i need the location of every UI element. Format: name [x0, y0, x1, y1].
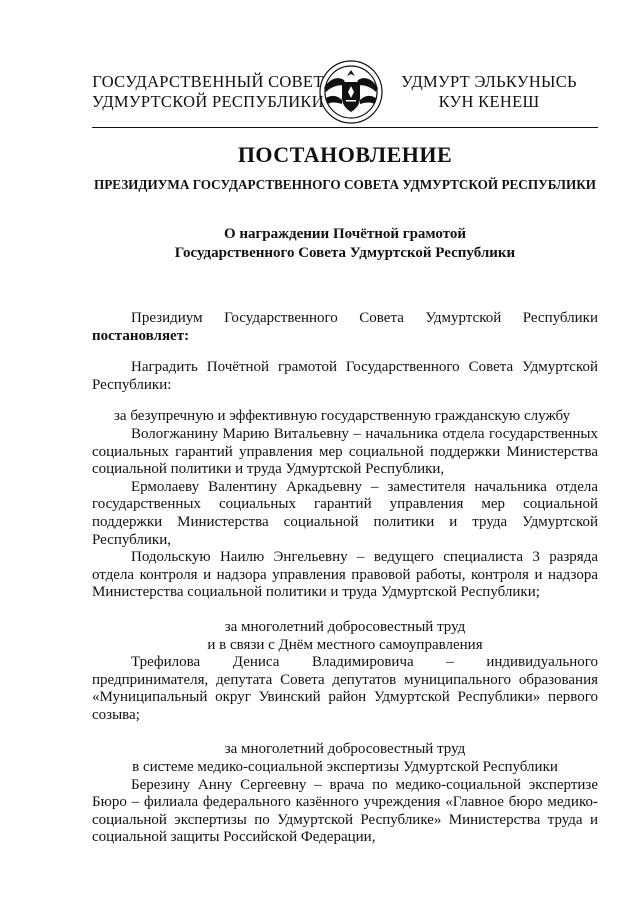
header-right-block	[396, 72, 582, 112]
header-divider	[92, 127, 598, 128]
section1-item: Вологжанину Марию Витальевну – начальника отдела государственных социальных гарантий управления мер социальной поддержки Министерства социальной политики и труда Удмуртской Республики,	[92, 425, 598, 478]
section2-heading-line2: и в связи с Днём местного самоуправления	[207, 636, 483, 653]
about-line2: Государственного Совета Удмуртской Республики	[174, 245, 516, 261]
section3-heading-line2: в системе медико-социальной экспертизы Удмуртской Республики	[132, 759, 558, 776]
document-subtitle: ПРЕЗИДИУМА ГОСУДАРСТВЕННОГО СОВЕТА УДМУРТСКОЙ РЕСПУБЛИКИ	[93, 177, 597, 192]
document-body	[92, 310, 598, 847]
header-left-block	[92, 72, 324, 112]
award-intro: Наградить Почётной грамотой Государственного Совета Удмуртской Республики:	[92, 359, 598, 393]
document-about	[92, 225, 598, 263]
preamble-line2: постановляет:	[92, 327, 190, 344]
preamble-line1: Президиум Государственного Совета Удмуртской Республики	[131, 310, 598, 326]
document-title: ПОСТАНОВЛЕНИЕ	[237, 142, 453, 167]
coat-of-arms-udmurtia-icon	[316, 58, 386, 126]
section3-item: Березину Анну Сергеевну – врача по медико-социальной экспертизе Бюро – филиала федерального казённого учреждения «Главное бюро медико-социальной экспертизы по Удмуртской Республике» Министерства труда и социальной защиты Российской Федерации,	[92, 776, 598, 846]
about-line1: О награждении Почётной грамотой	[223, 226, 467, 242]
section3-heading-line1: за многолетний добросовестный труд	[224, 741, 466, 758]
header-right-line1: УДМУРТ ЭЛЬКУНЫСЬ	[401, 72, 577, 91]
header-left-line1: ГОСУДАРСТВЕННЫЙ СОВЕТ	[92, 72, 324, 91]
section1-item: Подольскую Наилю Энгельевну – ведущего специалиста 3 разряда отдела контроля и надзора управления правовой работы, контроля и надзора Министерства социальной политики и труда Удмуртской Республики;	[92, 549, 598, 601]
section2-item: Трефилова Дениса Владимировича – индивидуального предпринимателя, депутата Совета депутатов муниципального образования «Муниципальный округ Увинский район Удмуртской Республики» первого созыва;	[92, 654, 598, 723]
section2-heading-line1: за многолетний добросовестный труд	[224, 618, 466, 635]
section1-item: Ермолаеву Валентину Аркадьевну – заместителя начальника отдела государственных социальных гарантий управления мер социальной поддержки Министерства социальной политики и труда Удмуртской Республики,	[92, 478, 598, 548]
section1-heading: за безупречную и эффективную государственную гражданскую службу	[114, 408, 571, 425]
header-right-line2: КУН КЕНЕШ	[438, 92, 540, 111]
header-left-line2: УДМУРТСКОЙ РЕСПУБЛИКИ	[92, 92, 324, 111]
